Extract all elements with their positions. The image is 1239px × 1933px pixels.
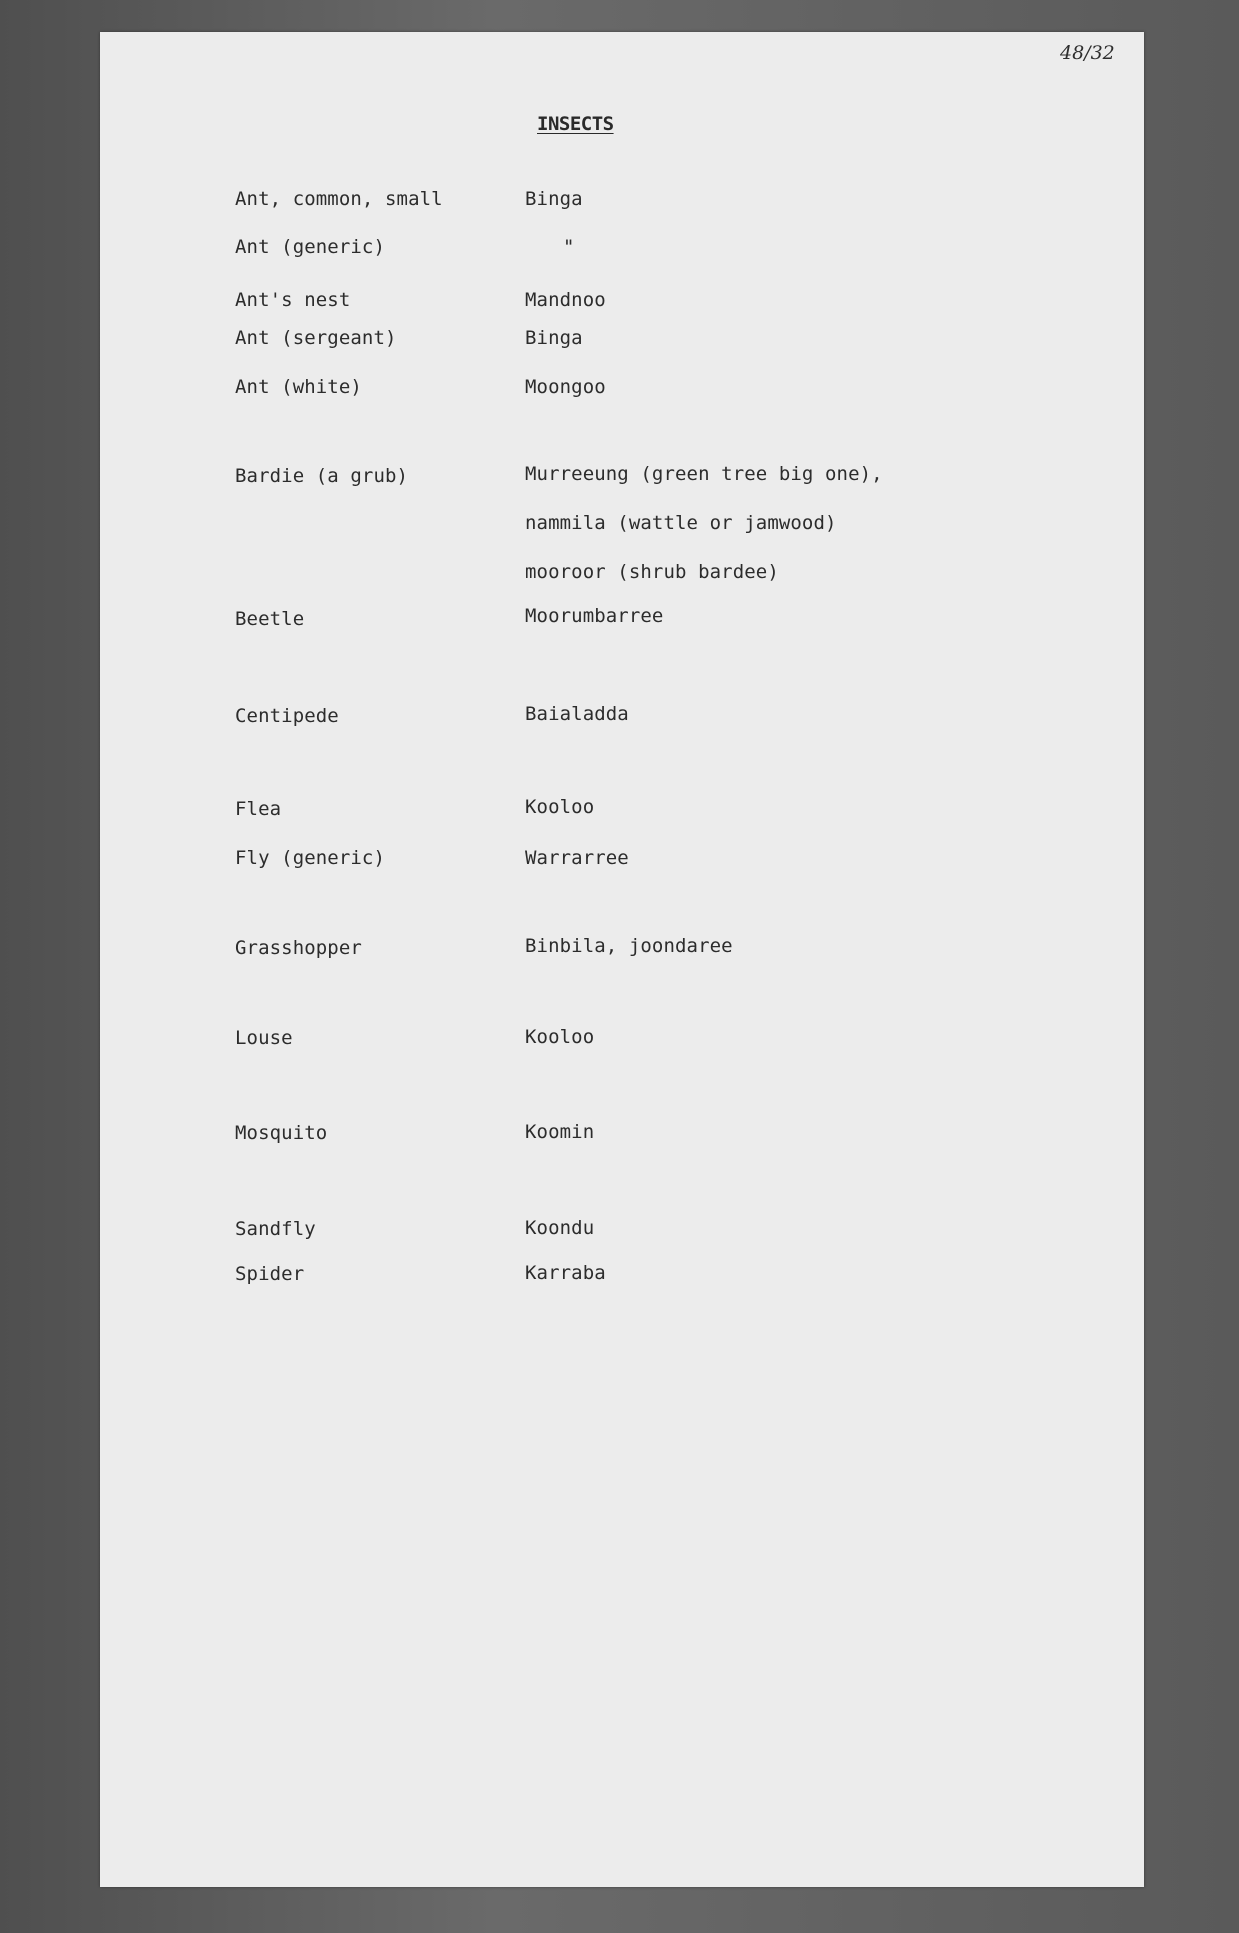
entry-term: Ant (white): [235, 376, 362, 398]
entry-gloss: Baialadda: [525, 703, 629, 725]
entry-gloss: ": [563, 236, 575, 258]
entry-gloss: Warrarree: [525, 847, 629, 869]
entry-term: Ant's nest: [235, 289, 351, 311]
entry-gloss: Kooloo: [525, 1026, 595, 1048]
entry-gloss: Murreeung (green tree big one),: [525, 463, 883, 485]
entry-term: Grasshopper: [235, 937, 362, 959]
entry-gloss: Binga: [525, 188, 583, 210]
entry-term: Spider: [235, 1263, 305, 1285]
entry-term: Louse: [235, 1027, 293, 1049]
entry-gloss: nammila (wattle or jamwood): [525, 512, 837, 534]
entry-gloss: mooroor (shrub bardee): [525, 561, 779, 583]
entry-term: Ant, common, small: [235, 188, 443, 210]
entry-gloss: Karraba: [525, 1262, 606, 1284]
page-title: INSECTS: [537, 113, 614, 135]
entry-term: Mosquito: [235, 1122, 328, 1144]
entry-gloss: Moongoo: [525, 376, 606, 398]
entry-term: Flea: [235, 798, 282, 820]
entry-gloss: Koomin: [525, 1121, 595, 1143]
entry-gloss: Binga: [525, 327, 583, 349]
entry-term: Ant (generic): [235, 236, 386, 258]
entry-gloss: Binbila, joondaree: [525, 935, 733, 957]
entry-term: Fly (generic): [235, 847, 386, 869]
entry-term: Sandfly: [235, 1218, 316, 1240]
entry-gloss: Moorumbarree: [525, 605, 664, 627]
entry-gloss: Kooloo: [525, 796, 595, 818]
page-number: 48/32: [1060, 42, 1115, 64]
entry-term: Bardie (a grub): [235, 465, 409, 487]
entry-term: Ant (sergeant): [235, 327, 397, 349]
entry-term: Centipede: [235, 705, 339, 727]
entry-gloss: Mandnoo: [525, 289, 606, 311]
entry-term: Beetle: [235, 608, 305, 630]
entry-gloss: Koondu: [525, 1217, 595, 1239]
